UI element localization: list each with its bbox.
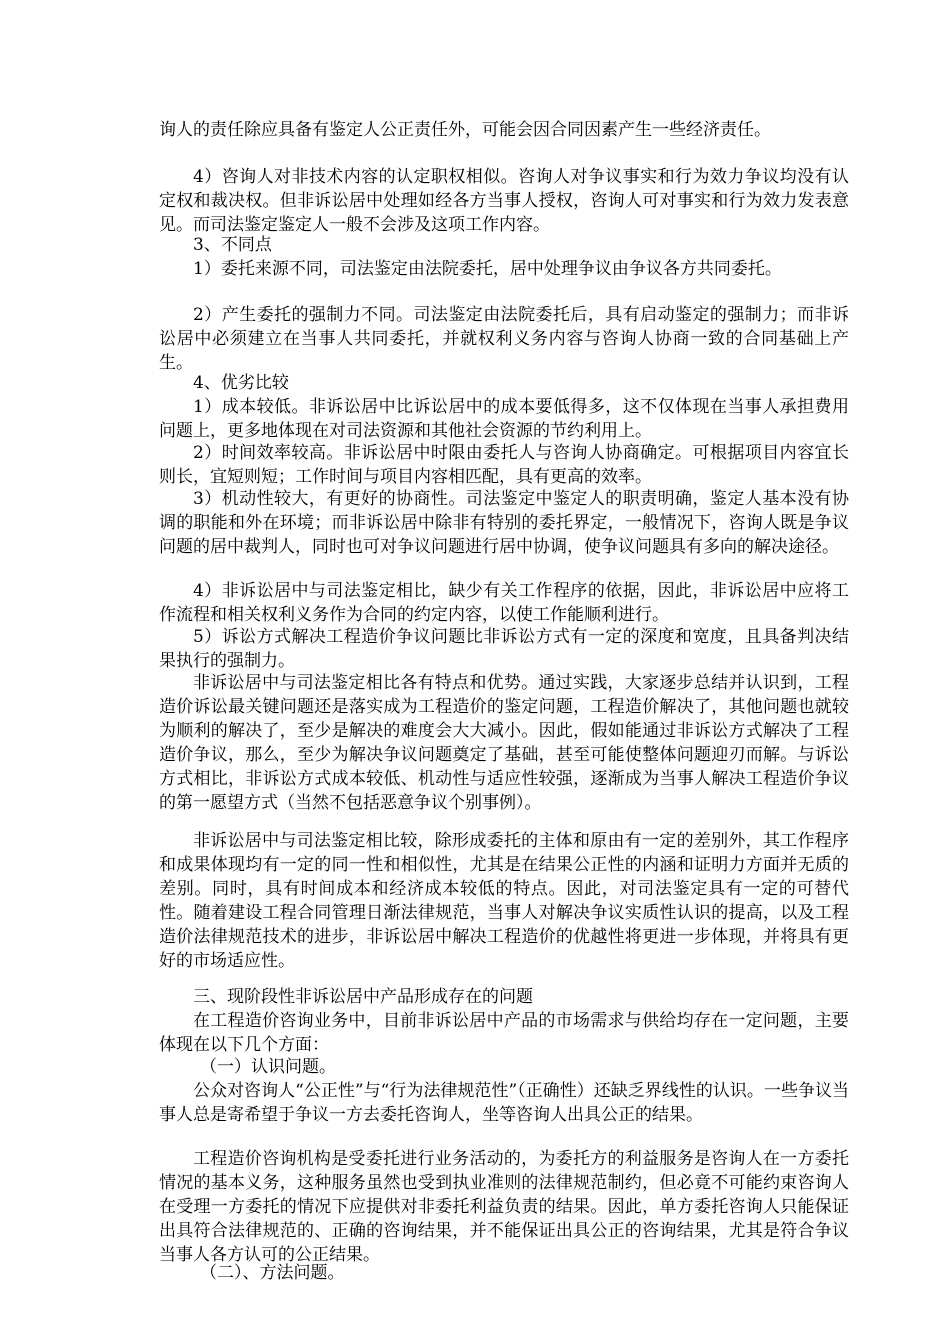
heading-subsection-1	[159, 1055, 849, 1079]
body-text: 公众对咨询人“公正性”与“行为法律规范性”（正确性）还缺乏界线性的认识。一些争议当事人总是寄希望于争议一方去委托咨询人，坐等咨询人出具公正的结果。	[159, 1081, 849, 1125]
body-text: 5）诉讼方式解决工程造价争议问题比非诉讼方式有一定的深度和宽度，且具备判决结果执行的强制力。	[159, 627, 849, 671]
paragraph-recognition-1	[159, 1079, 849, 1127]
heading-subsection-2	[159, 1261, 849, 1285]
section-heading: 三、现阶段性非诉讼居中产品形成存在的问题	[193, 987, 533, 1007]
heading-differences	[159, 233, 849, 257]
paragraph-summary-2	[159, 829, 849, 973]
paragraph-summary-1	[159, 671, 849, 815]
paragraph-point-4	[159, 165, 849, 237]
paragraph-diff-1	[159, 257, 849, 281]
body-text: 2）产生委托的强制力不同。司法鉴定由法院委托后，具有启动鉴定的强制力；而非诉讼居中必须建立在当事人共同委托，并就权利义务内容与咨询人协商一致的合同基础上产生。	[159, 305, 849, 373]
paragraph-intro	[159, 1009, 849, 1057]
paragraph-diff-2	[159, 303, 849, 375]
body-text: 1）成本较低。非诉讼居中比诉讼居中的成本要低得多，这不仅体现在当事人承担费用问题上，更多地体现在对司法资源和其他社会资源的节约利用上。	[159, 397, 849, 441]
body-text: 非诉讼居中与司法鉴定相比较，除形成委托的主体和原由有一定的差别外，其工作程序和成果体现均有一定的同一性和相似性，尤其是在结果公正性的内涵和证明力方面并无质的差别。同时，具有时间成本和经济成本较低的特点。因此，对司法鉴定具有一定的可替代性。随着建设工程合同管理日渐法律规范，当事人对解决争议实质性认识的提高，以及工程造价法律规范技术的进步，非诉讼居中解决工程造价的优越性将更进一步体现，并将具有更好的市场适应性。	[159, 831, 849, 971]
subsection-heading: （一）认识问题。	[200, 1057, 336, 1077]
body-text: 4）非诉讼居中与司法鉴定相比，缺少有关工作程序的依据，因此，非诉讼居中应将工作流程和相关权利义务作为合同的约定内容，以使工作能顺利进行。	[159, 581, 849, 625]
body-text: 4）咨询人对非技术内容的认定职权相似。咨询人对争议事实和行为效力争议均没有认定权和裁决权。但非诉讼居中处理如经各方当事人授权，咨询人可对事实和行为效力发表意见。而司法鉴定鉴定人一般不会涉及这项工作内容。	[159, 167, 849, 235]
paragraph-compare-5	[159, 625, 849, 673]
body-text: 1）委托来源不同，司法鉴定由法院委托，居中处理争议由争议各方共同委托。	[193, 259, 782, 279]
paragraph-compare-2	[159, 441, 849, 489]
paragraph-compare-3	[159, 487, 849, 559]
body-text: 在工程造价咨询业务中，目前非诉讼居中产品的市场需求与供给均存在一定问题，主要体现在以下几个方面：	[159, 1011, 849, 1055]
paragraph-continued	[159, 118, 849, 142]
section-heading: 3、不同点	[193, 235, 272, 255]
body-text: 工程造价咨询机构是受委托进行业务活动的，为委托方的利益服务是咨询人在一方委托情况的基本义务，这种服务虽然也受到执业准则的法律规范制约，但必竟不可能约束咨询人在受理一方委托的情况下应提供对非委托利益负责的结果。因此，单方委托咨询人只能保证出具符合法律规范的、正确的咨询结果，并不能保证出具公正的咨询结果，尤其是符合争议当事人各方认可的公正结果。	[159, 1149, 849, 1265]
body-text: 2）时间效率较高。非诉讼居中时限由委托人与咨询人协商确定。可根据项目内容宜长则长，宜短则短；工作时间与项目内容相匹配，具有更高的效率。	[159, 443, 849, 487]
body-text: 询人的责任除应具备有鉴定人公正责任外，可能会因合同因素产生一些经济责任。	[159, 120, 771, 140]
paragraph-recognition-2	[159, 1147, 849, 1267]
paragraph-compare-4	[159, 579, 849, 627]
heading-comparison	[159, 371, 849, 395]
paragraph-compare-1	[159, 395, 849, 443]
body-text: 非诉讼居中与司法鉴定相比各有特点和优势。通过实践，大家逐步总结并认识到，工程造价诉讼最关键问题还是落实成为工程造价的鉴定问题，工程造价解决了，其他问题也就较为顺利的解决了，至少是解决的难度会大大减小。因此，假如能通过非诉讼方式解决了工程造价争议，那么，至少为解决争议问题奠定了基础，甚至可能使整体问题迎刃而解。与诉讼方式相比，非诉讼方式成本较低、机动性与适应性较强，逐渐成为当事人解决工程造价争议的第一愿望方式（当然不包括恶意争议个别事例）。	[159, 673, 849, 813]
body-text: 3）机动性较大，有更好的协商性。司法鉴定中鉴定人的职责明确，鉴定人基本没有协调的职能和外在环境；而非诉讼居中除非有特别的委托界定，一般情况下，咨询人既是争议问题的居中裁判人，同时也可对争议问题进行居中协调，使争议问题具有多向的解决途径。	[159, 489, 849, 557]
subsection-heading: （二）、方法问题。	[200, 1263, 345, 1283]
heading-section-3	[159, 985, 849, 1009]
section-heading: 4、优劣比较	[193, 373, 289, 393]
